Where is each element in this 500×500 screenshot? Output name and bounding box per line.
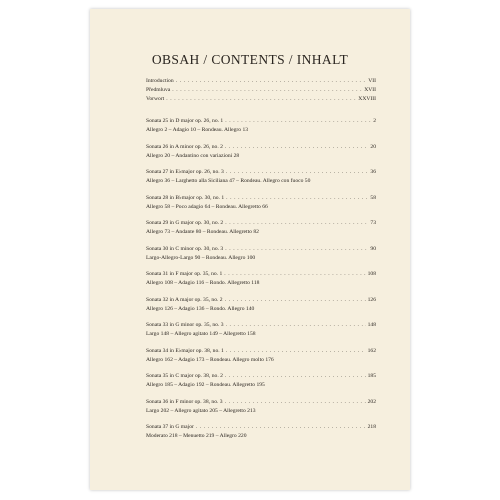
movements-line: Allegro 108 – Adagio 116 – Rondo. Allegretto 118: [146, 280, 260, 286]
movements-line: Moderato 218 – Menuetto 219 – Allegro 220: [146, 433, 247, 439]
dot-leader: [172, 86, 362, 95]
sonata-title: Sonata 29 in G major op. 30, no. 2: [146, 220, 224, 226]
page-number: 58: [370, 194, 376, 201]
front-matter-item: [146, 86, 376, 95]
dot-leader: [226, 321, 366, 330]
movements-line: Allegro 185 – Adagio 192 – Rondeau. Allegretto 195: [146, 382, 265, 388]
movements-line: Allegro 58 – Poco adagio 64 – Rondeau. Allegretto 66: [146, 203, 268, 210]
toc-entry: [146, 321, 376, 347]
front-matter-title: Předmluva: [146, 87, 171, 93]
toc-entry: [146, 143, 376, 169]
contents-list: [146, 117, 376, 449]
front-matter-list: [146, 77, 376, 104]
page-number: XXVIII: [358, 96, 376, 102]
dot-leader: [226, 194, 368, 203]
dot-leader: [224, 270, 365, 279]
page-number: 162: [367, 347, 376, 354]
page-title: OBSAH / CONTENTS / INHALT: [151, 52, 349, 67]
sonata-title: Sonata 35 in C major op. 38, no. 2: [146, 373, 223, 379]
front-matter-item: [146, 77, 376, 86]
dot-leader: [225, 245, 368, 254]
page-number: VII: [368, 78, 376, 84]
toc-entry: [146, 245, 376, 271]
sonata-title: Sonata 30 in C minor op. 30, no. 3: [146, 245, 224, 252]
sonata-title: Sonata 36 in F minor op. 38, no. 3: [146, 398, 223, 405]
dot-leader: [226, 347, 366, 356]
movements-line: Allegro 73 – Andante 80 – Rondeau. Allegretto 82: [146, 229, 259, 235]
toc-entry: [146, 270, 376, 296]
toc-entry: [146, 296, 376, 322]
toc-entry: [146, 372, 376, 398]
dot-leader: [166, 95, 356, 104]
movements-line: Largo 148 – Allegro agitato 149 – Allegretto 158: [146, 331, 256, 337]
page-number: 108: [367, 271, 376, 277]
page-number: 148: [367, 322, 376, 328]
dot-leader: [225, 372, 366, 381]
toc-entry: [146, 398, 376, 424]
page-number: 202: [367, 398, 376, 405]
toc-entry: [146, 117, 376, 143]
sonata-title: Sonata 28 in B♭major op. 30, no. 1: [146, 194, 225, 201]
sonata-title: Sonata 33 in G minor op. 35, no. 3: [146, 322, 224, 328]
dot-leader: [225, 296, 366, 305]
sonata-title: Sonata 37 in G major: [146, 424, 194, 430]
front-matter-title: Introduction: [146, 78, 174, 84]
book-page: [90, 9, 410, 490]
page-number: 218: [367, 424, 376, 430]
front-matter-title: Vorwort: [146, 96, 165, 102]
sonata-title: Sonata 25 in D major op. 26, no. 1: [146, 118, 224, 124]
toc-entry: [146, 168, 376, 194]
page-number: 2: [373, 118, 376, 124]
page-number: 90: [370, 245, 376, 252]
dot-leader: [225, 398, 366, 407]
sonata-title: Sonata 26 in A minor op. 26, no. 2: [146, 143, 223, 150]
dot-leader: [196, 423, 366, 432]
sonata-title: Sonata 32 in A major op. 35, no. 2: [146, 296, 223, 303]
dot-leader: [225, 117, 371, 126]
toc-entry: [146, 347, 376, 373]
sonata-title: Sonata 34 in E♭major op. 38, no. 1: [146, 347, 224, 354]
dot-leader: [225, 219, 368, 228]
movements-line: Largo-Allegro-Largo 90 – Rondeau. Allegro 100: [146, 254, 256, 261]
page-number: 20: [370, 143, 376, 150]
movements-line: Allegro 2 – Adagio 10 – Rondeau. Allegro 13: [146, 127, 249, 133]
page-number: 185: [367, 373, 376, 379]
dot-leader: [226, 168, 369, 177]
page-number: 73: [370, 220, 376, 226]
sonata-title: Sonata 31 in F major op. 35, no. 1: [146, 271, 223, 277]
movements-line: Allegro 20 – Andantino con variazioni 28: [146, 152, 240, 159]
toc-entry: [146, 194, 376, 220]
toc-entry: [146, 219, 376, 245]
dot-leader: [176, 77, 367, 86]
toc-entry: [146, 423, 376, 449]
movements-line: Allegro 162 – Adagio 173 – Rondeau. Allegro molto 176: [146, 356, 274, 363]
front-matter-item: [146, 95, 376, 104]
movements-line: Allegro 36 – Larghetto alla Siciliana 47 – Rondeau. Allegro con fuoco 50: [146, 178, 311, 184]
page-number: 126: [367, 296, 376, 303]
dot-leader: [225, 143, 368, 152]
page-number: XVII: [364, 87, 376, 93]
movements-line: Allegro 126 – Adagio 136 – Rondo. Allegro 140: [146, 305, 255, 312]
page-number: 36: [370, 169, 376, 175]
sonata-title: Sonata 27 in E♭major op. 26, no. 3: [146, 169, 224, 175]
movements-line: Largo 202 – Allegro agitato 205 – Allegretto 213: [146, 407, 256, 414]
